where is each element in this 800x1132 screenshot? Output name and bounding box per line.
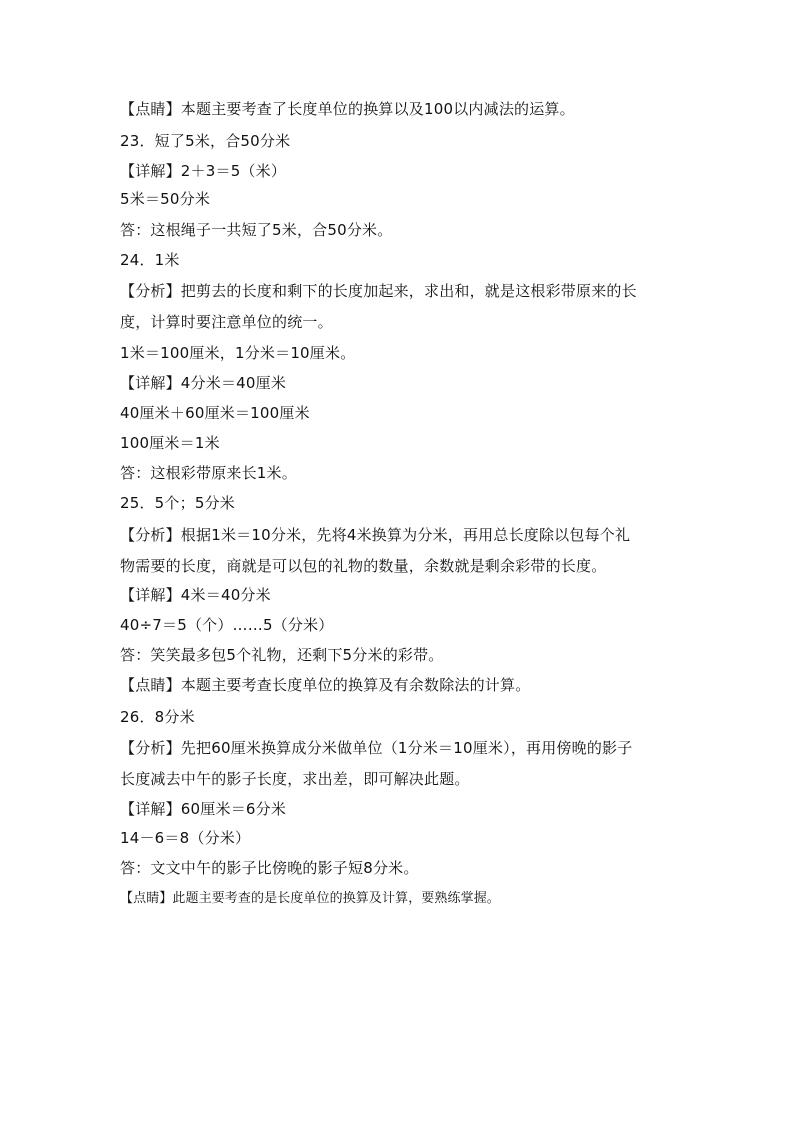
text-line: 答：这根绳子一共短了5米，合50分米。 <box>120 221 393 239</box>
text-line: 长度减去中午的影子长度，求出差，即可解决此题。 <box>120 770 470 788</box>
text-line: 【点睛】此题主要考查的是长度单位的换算及计算，要熟练掌握。 <box>120 891 500 906</box>
text-line: 【详解】4分米＝40厘米 <box>120 374 287 392</box>
text-line: 【详解】60厘米＝6分米 <box>120 800 287 818</box>
text-line: 100厘米＝1米 <box>120 434 220 452</box>
question-26-answer: 26．8分米 <box>120 708 195 726</box>
text-line: 【详解】4米＝40分米 <box>120 586 271 604</box>
text-line: 1米＝100厘米，1分米＝10厘米。 <box>120 344 356 362</box>
text-line: 【分析】把剪去的长度和剩下的长度加起来，求出和，就是这根彩带原来的长 <box>120 282 637 300</box>
question-24-answer: 24．1米 <box>120 251 180 269</box>
text-line: 【分析】先把60厘米换算成分米做单位（1分米＝10厘米），再用傍晚的影子 <box>120 739 633 757</box>
text-line: 物需要的长度，商就是可以包的礼物的数量，余数就是剩余彩带的长度。 <box>120 557 607 575</box>
text-line: 【详解】2＋3＝5（米） <box>120 162 287 180</box>
question-23-answer: 23．短了5米，合50分米 <box>120 132 291 150</box>
text-line: 40厘米＋60厘米＝100厘米 <box>120 404 310 422</box>
text-line: 40÷7＝5（个）……5（分米） <box>120 616 334 634</box>
text-line: 答：文文中午的影子比傍晚的影子短8分米。 <box>120 859 419 877</box>
text-line: 14－6＝8（分米） <box>120 829 251 847</box>
text-line: 【分析】根据1米＝10分米，先将4米换算为分米，再用总长度除以包每个礼 <box>120 526 631 544</box>
question-25-answer: 25．5个；5分米 <box>120 494 235 512</box>
text-line: 【点睛】本题主要考查长度单位的换算及有余数除法的计算。 <box>120 676 531 694</box>
text-line: 【点睛】本题主要考查了长度单位的换算以及100以内减法的运算。 <box>120 100 575 118</box>
text-line: 5米＝50分米 <box>120 190 211 208</box>
text-line: 度，计算时要注意单位的统一。 <box>120 313 333 331</box>
text-line: 答：笑笑最多包5个礼物，还剩下5分米的彩带。 <box>120 646 444 664</box>
text-line: 答：这根彩带原来长1米。 <box>120 464 297 482</box>
